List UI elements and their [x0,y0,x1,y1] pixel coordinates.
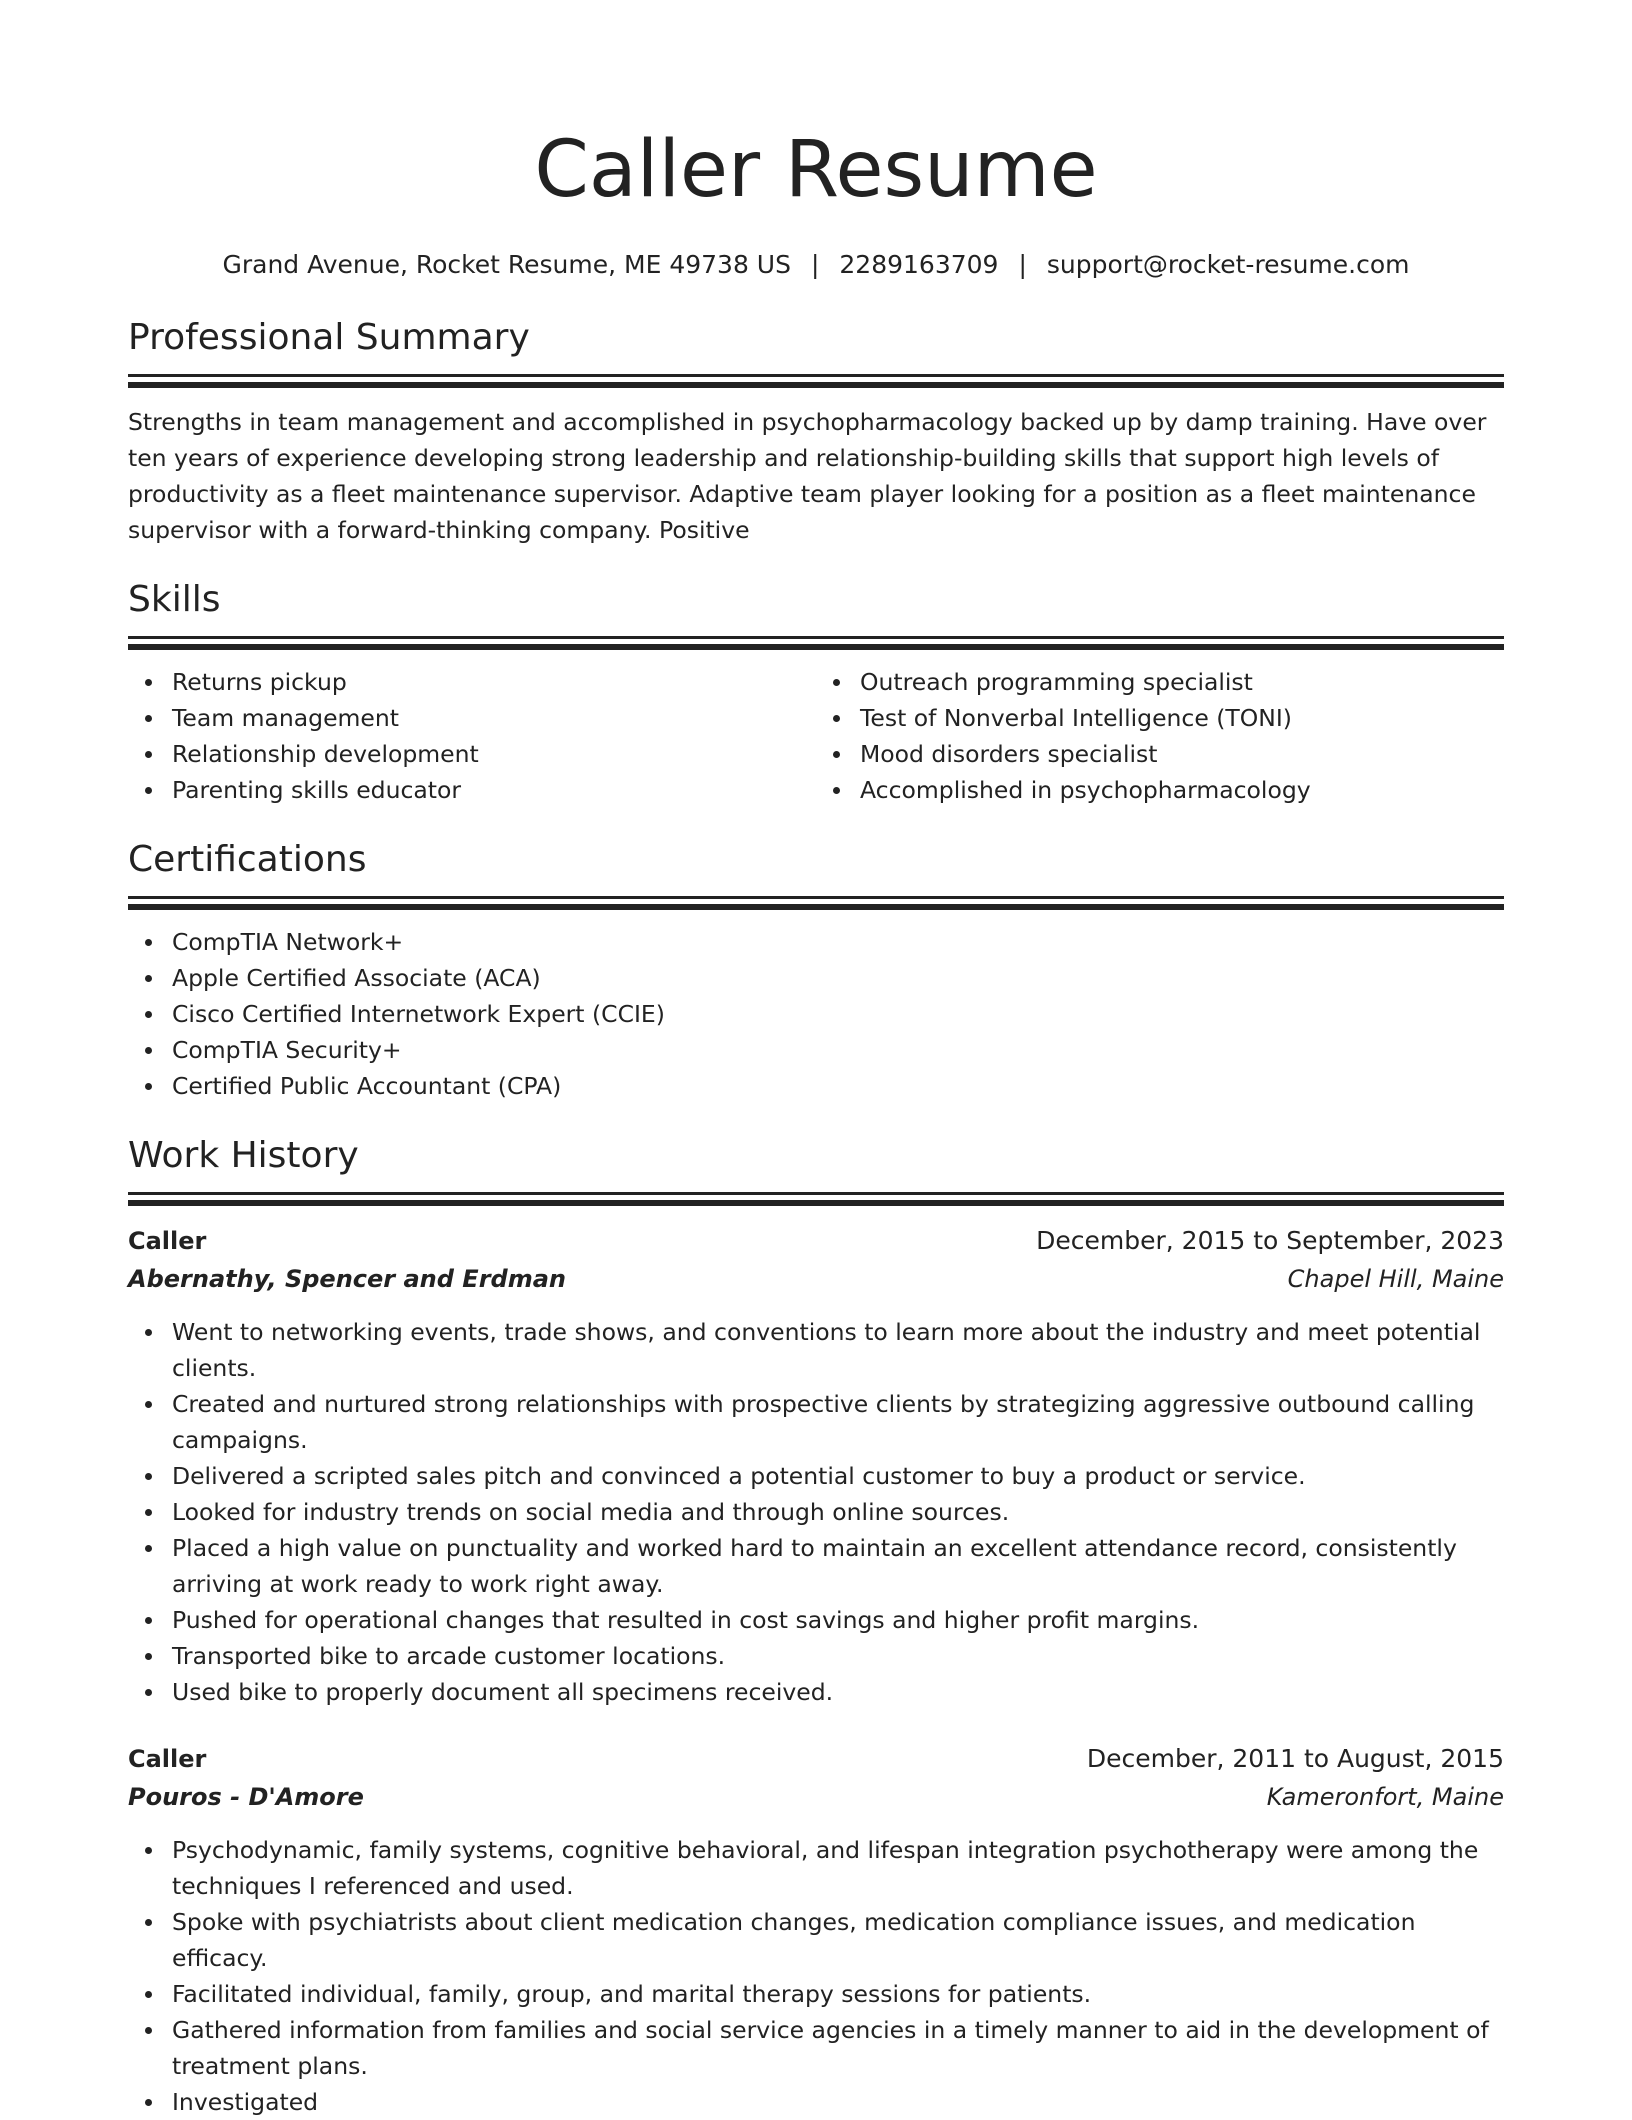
certifications-title: Certifications [128,839,367,880]
section-divider [128,896,1504,899]
job-title: Caller [128,1745,207,1773]
job-entry [128,1222,1504,1710]
job-bullet: Pushed for operational changes that resulted in cost savings and higher profit margins. [172,1602,1504,1638]
job-location: Kameronfort, Maine [1266,1783,1504,1811]
job-bullet: Looked for industry trends on social media and through online sources. [172,1494,1504,1530]
skill-item: Returns pickup [172,664,816,700]
skills-list-right [816,664,1504,808]
job-bullet: Spoke with psychiatrists about client medication changes, medication compliance issues, and medication efficacy. [172,1904,1504,1976]
contact-separator: | [1018,250,1027,279]
contact-line [128,248,1504,282]
skills-grid [128,664,1504,808]
job-bullet: Used bike to properly document all specimens received. [172,1674,1504,1710]
certifications-list [128,924,1504,1104]
section-divider-thick [128,1200,1504,1206]
skills-section [128,576,1504,808]
job-header-row [128,1740,1504,1778]
certification-item: Certified Public Accountant (CPA) [172,1068,1504,1104]
job-company-row [128,1778,1504,1816]
job-bullet: Delivered a scripted sales pitch and convinced a potential customer to buy a product or service. [172,1458,1504,1494]
job-dates: December, 2011 to August, 2015 [1086,1744,1504,1773]
job-company: Abernathy, Spencer and Erdman [128,1265,566,1293]
section-divider-thick [128,904,1504,910]
certification-item: Cisco Certified Internetwork Expert (CCIE) [172,996,1504,1032]
skill-item: Test of Nonverbal Intelligence (TONI) [860,700,1504,736]
section-divider-thick [128,644,1504,650]
skill-item: Accomplished in psychopharmacology [860,772,1504,808]
skill-item: Mood disorders specialist [860,736,1504,772]
section-divider-thick [128,382,1504,388]
job-bullet: Gathered information from families and social service agencies in a timely manner to aid in the development of treatment plans. [172,2012,1504,2084]
contact-email: support@rocket-resume.com [1046,250,1410,279]
skill-item: Outreach programming specialist [860,664,1504,700]
job-bullet: Psychodynamic, family systems, cognitive behavioral, and lifespan integration psychotherapy were among the techniques I referenced and used. [172,1832,1504,1904]
resume-name: Caller Resume [534,125,1098,215]
section-divider [128,636,1504,639]
job-bullet: Investigated [172,2084,1504,2120]
summary-section [128,314,1504,548]
job-bullet: Created and nurtured strong relationships with prospective clients by strategizing aggressive outbound calling campaigns. [172,1386,1504,1458]
skills-list-left [128,664,816,808]
certifications-section [128,836,1504,1104]
work-history-title: Work History [128,1135,359,1176]
skill-item: Parenting skills educator [172,772,816,808]
job-header-row [128,1222,1504,1260]
job-bullet: Placed a high value on punctuality and worked hard to maintain an excellent attendance record, consistently arriving at work ready to work right away. [172,1530,1504,1602]
job-bullet: Went to networking events, trade shows, and conventions to learn more about the industry and meet potential clients. [172,1314,1504,1386]
skill-item: Team management [172,700,816,736]
contact-phone: 2289163709 [839,250,999,279]
work-history-section [128,1132,1504,2120]
summary-text: Strengths in team management and accomplished in psychopharmacology backed up by damp training. Have over ten years of experience developing strong leadership and relationship-building skills that support high levels of productivity as a fleet maintenance supervisor. Adaptive team player looking for a position as a fleet maintenance supervisor with a forward-thinking company. Positive [128,408,1487,544]
job-dates: December, 2015 to September, 2023 [1036,1226,1504,1255]
job-company-row [128,1260,1504,1298]
certification-item: CompTIA Network+ [172,924,1504,960]
certification-item: Apple Certified Associate (ACA) [172,960,1504,996]
job-title: Caller [128,1227,207,1255]
contact-separator: | [810,250,820,279]
job-entry [128,1740,1504,2120]
certification-item: CompTIA Security+ [172,1032,1504,1068]
job-bullet: Transported bike to arcade customer locations. [172,1638,1504,1674]
job-company: Pouros - D'Amore [128,1783,364,1811]
job-bullets [128,1314,1504,1710]
summary-title: Professional Summary [128,317,530,358]
job-bullet: Facilitated individual, family, group, and marital therapy sessions for patients. [172,1976,1504,2012]
job-bullets [128,1832,1504,2120]
job-location: Chapel Hill, Maine [1287,1265,1504,1293]
skill-item: Relationship development [172,736,816,772]
skills-title: Skills [128,579,221,620]
contact-address: Grand Avenue, Rocket Resume, ME 49738 US [222,250,791,279]
section-divider [128,374,1504,377]
section-divider [128,1192,1504,1195]
